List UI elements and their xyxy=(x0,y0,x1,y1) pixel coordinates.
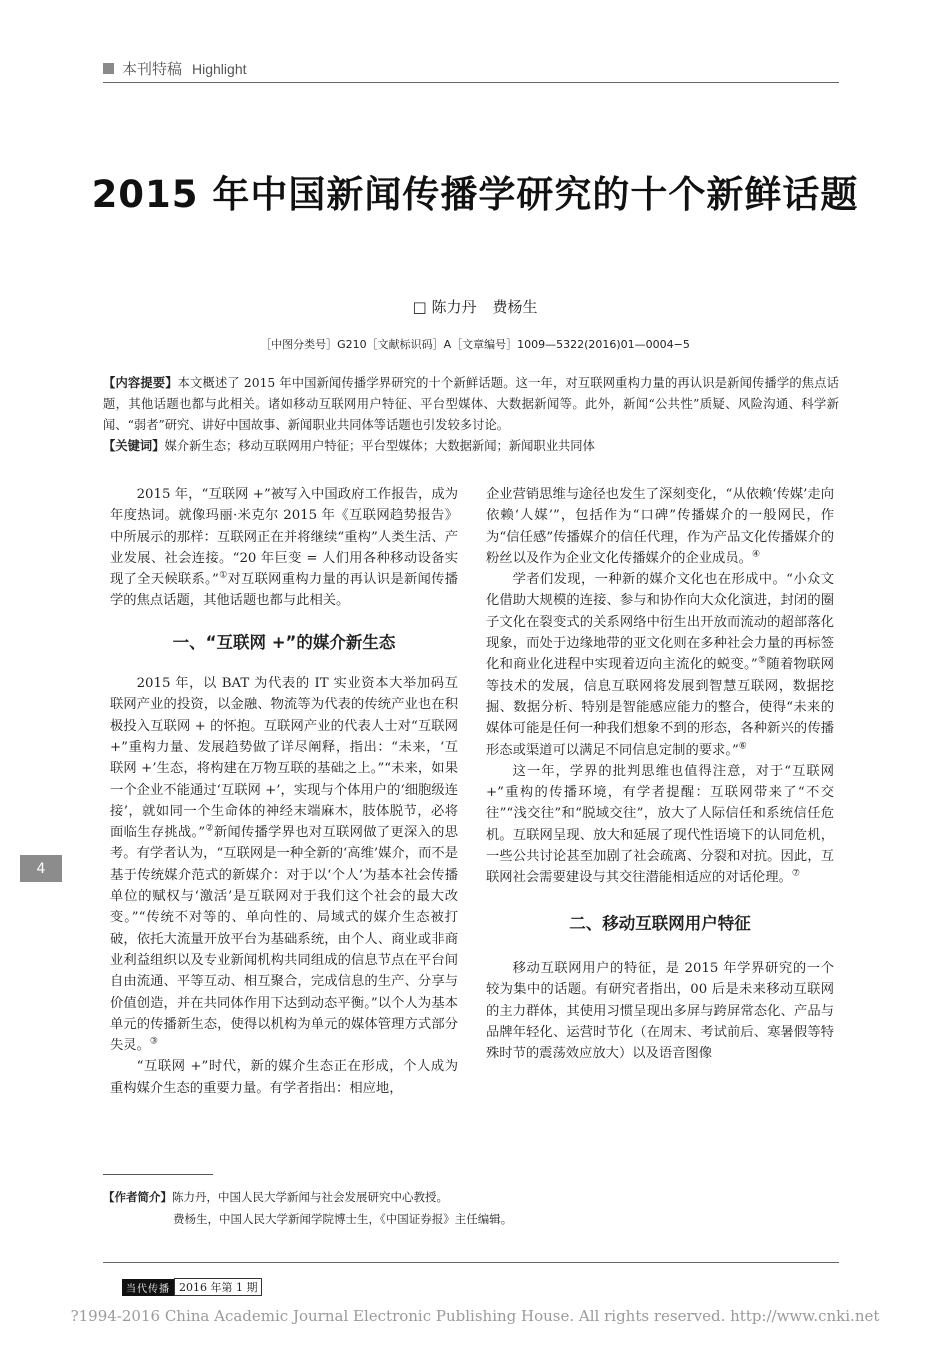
keywords xyxy=(103,436,839,457)
paragraph-text: 2015 年，以 BAT 为代表的 IT 实业资本大举加码互联网产业的投资，以金融、物流等为代表的传统产业也在积极投入互联网 + 的怀抱。互联网产业的代表人士对“互联网 +”重构力量、发展趋势做了详尽阐释，指出：“未来，‘互联网 +’生态，将构建在万物互联的基础之上。”“未来，如果一个企业不能通过‘互联网 +’，实现与个体用户的‘细胞级连接’，就如同一个生命体的神经末端麻木，肢体脱节，必将面临生存挑战。” xyxy=(110,676,458,841)
section-label-en: Highlight xyxy=(192,60,247,77)
author-note-label: 【作者简介】 xyxy=(103,1190,172,1204)
footnote-ref: ② xyxy=(205,823,214,834)
paragraph-text: 随着物联网等技术的发展，信息互联网将发展到智慧互联网，数据挖掘、数据分析、特别是智能感应能力的整合，使得“未来的媒体可能是任何一种我们想象不到的形态，各种新兴的传播形态或渠道可以满足不同信息定制的要求。” xyxy=(486,657,834,758)
footnote-ref: ④ xyxy=(751,549,761,560)
paragraph-text: 新闻传播学界也对互联网做了更深入的思考。有学者认为，“互联网是一种全新的‘高维’媒介，而不是基于传统媒介范式的新媒介：对于以‘个人’为基本社会传播单位的赋权与‘激活’是互联网对于我们这个社会的最大改变。”“传统不对等的、单向性的、局域式的媒介生态被打破，依托大流量开放平台为基础系统，由个人、商业或非商业利益组织以及专业新闻机构共同组成的信息节点在平台间自由流通、平等互动、相互聚合，完成信息的生产、分享与价值创造，并在共同体作用下达到动态平衡。”以个人为基本单元的传播新生态，使得以机构为单元的媒体管理方式部分失灵。 xyxy=(110,825,458,1054)
paragraph-text: 企业营销思维与途径也发生了深刻变化，“从依赖‘传媒’走向依赖‘人媒’”，包括作为“口碑”传播媒介的一般网民，作为“信任感”传播媒介的信任代理，作为产品文化传播媒介的粉丝以及作为企业文化传播媒介的企业成员。 xyxy=(486,487,834,566)
author-line xyxy=(0,296,950,317)
paragraph xyxy=(486,484,834,569)
header-divider xyxy=(103,82,839,83)
author-note-line xyxy=(103,1186,839,1208)
paragraph: 移动互联网用户的特征，是 2015 年学界研究的一个较为集中的话题。有研究者指出，00 后是未来移动互联网的主力群体，其使用习惯呈现出多屏与跨屏常态化、产品与品牌年轻化、运营时节化（在周末、考试前后、寒暑假等特殊时节的震荡效应放大）以及语音图像 xyxy=(486,960,834,1062)
body-column-left xyxy=(110,484,458,1099)
paragraph-text: 2015 年，“互联网 +”被写入中国政府工作报告，成为年度热词。就像玛丽·米克尔 2015 年《互联网趋势报告》中所展示的那样：互联网正在并将继续“重构”人类生活、产业发展、社会连接。“20 年巨变 = 人们用各种移动设备实现了全天候联系。” xyxy=(110,487,458,588)
paragraph xyxy=(486,761,834,889)
issue-label: 2016 年第 1 期 xyxy=(174,1278,262,1296)
footer-divider xyxy=(103,1262,839,1263)
author-name: 陈力丹 xyxy=(431,298,477,316)
abstract xyxy=(103,373,839,457)
footnote-ref: ⑤ xyxy=(757,655,767,666)
article-title: 2015 年中国新闻传播学研究的十个新鲜话题 xyxy=(91,173,859,216)
journal-logo: 当代传播 xyxy=(122,1279,174,1296)
paragraph xyxy=(110,673,458,1056)
paragraph-text: 这一年，学界的批判思维也值得注意，对于“互联网 +”重构的传播环境，有学者提醒：互联网带来了“不交往”“浅交往”和“脱域交往”，放大了人际信任和系统信任危机。互联网呈现、放大和延展了现代性语境下的认同危机，一些公共讨论甚至加剧了社会疏离、分裂和对抗。因此，互联网社会需要建设与其交往潜能相适应的对话伦理。 xyxy=(486,763,834,886)
footnote-divider xyxy=(103,1174,213,1175)
author-name: 费杨生 xyxy=(492,298,538,316)
copyright-watermark: ?1994-2016 China Academic Journal Electronic Publishing House. All rights reserved. http://www.cnki.net xyxy=(70,1307,880,1325)
section-heading: 一、“互联网 +”的媒介新生态 xyxy=(172,632,396,652)
square-icon xyxy=(103,63,114,74)
author-note-line: 费杨生，中国人民大学新闻学院博士生，《中国证券报》主任编辑。 xyxy=(173,1212,513,1226)
body-column-right xyxy=(486,484,834,1064)
author-note xyxy=(103,1186,839,1230)
journal-footer xyxy=(122,1278,262,1296)
abstract-summary xyxy=(103,373,839,436)
paragraph xyxy=(110,484,458,612)
paragraph: “互联网 +”时代，新的媒介生态正在形成，个人成为重构媒介生态的重要力量。有学者指出：相应地， xyxy=(110,1059,458,1096)
page-number: 4 xyxy=(20,855,62,882)
section-heading: 二、移动互联网用户特征 xyxy=(569,913,751,933)
section-label: 本刊特稿 xyxy=(122,60,183,78)
abstract-label: 【内容提要】 xyxy=(103,376,178,390)
keywords-text: 媒介新生态；移动互联网用户特征；平台型媒体；大数据新闻；新闻职业共同体 xyxy=(164,439,595,453)
paragraph-text: 学者们发现，一种新的媒介文化也在形成中。“小众文化借助大规模的连接、参与和协作向大众化演进，封闭的圈子文化在裂变式的关系网络中衍生出开放而流动的超部落化现象，而处于边缘地带的亚文化则在多种社会力量的再标签化和商业化进程中实现着迈向主流化的蜕变。” xyxy=(486,572,834,673)
footnote-ref: ⑥ xyxy=(738,741,747,752)
author-note-text: 陈力丹，中国人民大学新闻与社会发展研究中心教授。 xyxy=(172,1190,448,1204)
footnote-ref: ③ xyxy=(149,1036,158,1047)
classification-line: ［中图分类号］G210［文献标识码］A［文章编号］1009—5322(2016)01—0004−5 xyxy=(260,338,690,351)
abstract-text: 本文概述了 2015 年中国新闻传播学界研究的十个新鲜话题。这一年，对互联网重构力量的再认识是新闻传播学的焦点话题，其他话题也都与此相关。诸如移动互联网用户特征、平台型媒体、大数据新闻等。此外，新闻“公共性”质疑、风险沟通、科学新闻、“弱者”研究、讲好中国故事、新闻职业共同体等话题也引发较多讨论。 xyxy=(103,376,839,432)
author-marker: □ xyxy=(412,298,427,316)
section-header xyxy=(103,58,247,79)
footnote-ref: ⑦ xyxy=(791,868,800,879)
footnote-ref: ① xyxy=(218,570,228,581)
keywords-label: 【关键词】 xyxy=(103,439,165,453)
paragraph xyxy=(486,569,834,761)
paragraph-text: 对互联网重构力量的再认识是新闻传播学的焦点话题，其他话题也都与此相关。 xyxy=(110,572,459,609)
